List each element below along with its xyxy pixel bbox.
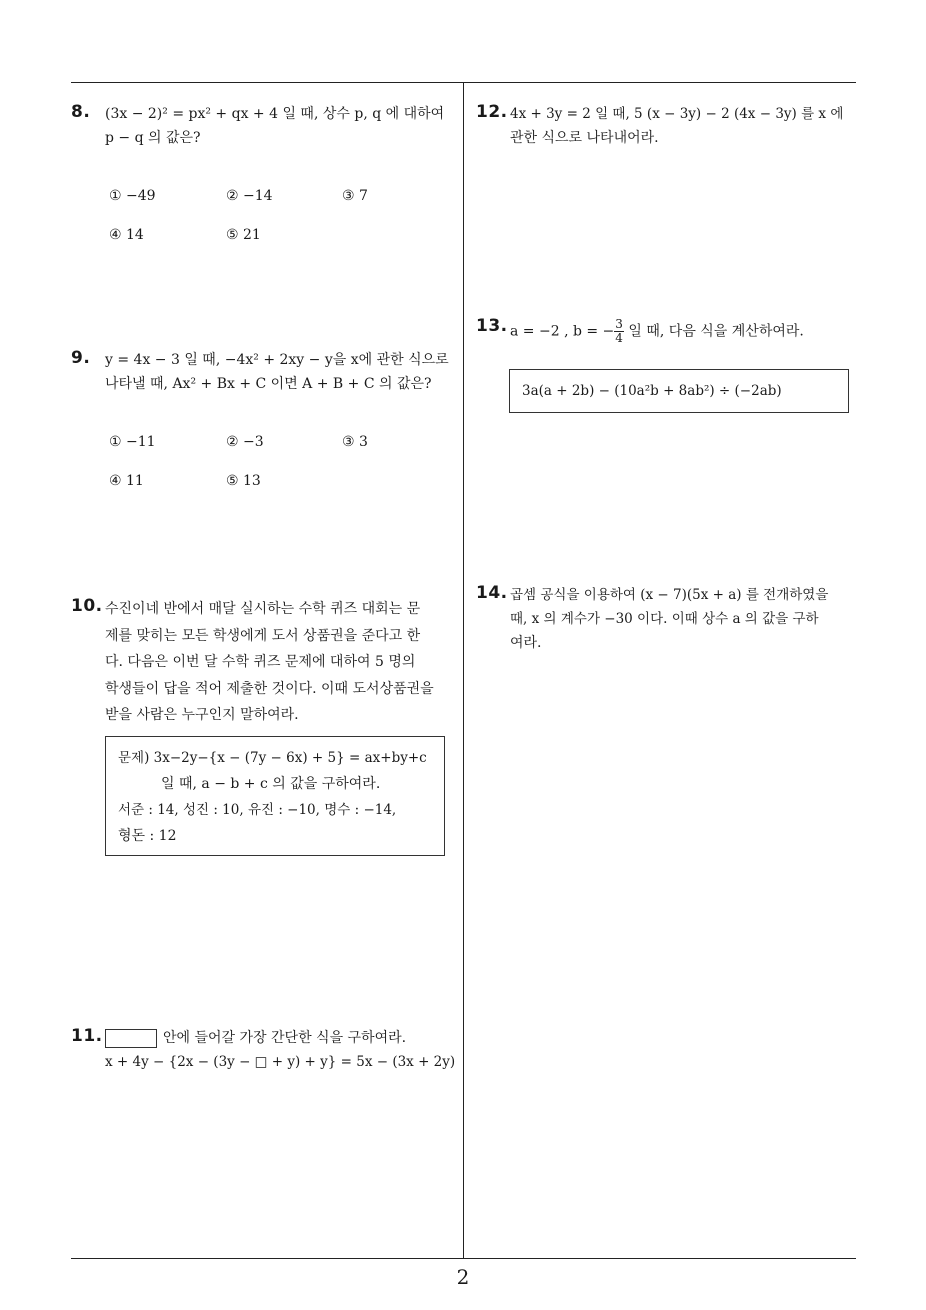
quiz-box [105,736,445,856]
problem-number: 9. [71,348,91,368]
problem-equation: x + 4y − {2x − (3y − □ + y) + y} = 5x − (3x + 2y) [105,1054,456,1070]
problem-line-text: 일 때, 다음 식을 계산하여라. [628,323,804,340]
choice-5[interactable]: ⑤ 13 [226,473,261,489]
expression-box [509,369,849,413]
problem-text [105,348,449,396]
problem-line: 관한 식으로 나타내어라. [510,130,659,146]
choice-3[interactable]: ③ 7 [342,188,368,204]
problem-number: 13. [476,316,508,336]
choice-1[interactable]: ① −49 [109,188,156,204]
choice-2[interactable]: ② −3 [226,434,264,450]
problem-line: 다. 다음은 이번 달 수학 퀴즈 문제에 대하여 5 명의 [105,654,416,670]
problem-line: 학생들이 답을 적어 제출한 것이다. 이때 도서상품권을 [105,680,434,697]
fraction-numerator: 3 [615,317,623,331]
problem-line: 받을 사람은 누구인지 말하여라. [105,707,299,723]
choice-2[interactable]: ② −14 [226,188,273,204]
problem-line-text: a = −2 , b = − [510,323,615,340]
quiz-question-line: 문제) 3x−2y−{x − (7y − 6x) + 5} = ax+by+c [118,750,427,766]
quiz-question-line: 일 때, a − b + c 의 값을 구하여라. [161,776,381,792]
problem-line: (3x − 2)² = px² + qx + 4 일 때, 상수 p, q 에 대하여 [105,106,445,122]
fraction [614,318,624,345]
problem-text [510,102,843,150]
problem-line: 때, x 의 계수가 −30 이다. 이때 상수 a 의 값을 구하 [510,611,819,627]
expression-text: 3a(a + 2b) − (10a²b + 8ab²) ÷ (−2ab) [522,383,782,399]
problem-line: 4x + 3y = 2 일 때, 5 (x − 3y) − 2 (4x − 3y) 를 x 에 [510,106,844,122]
problem-number: 11. [71,1026,103,1046]
bottom-rule [71,1258,856,1259]
answer-blank-box [105,1029,157,1048]
problem-line-text: 안에 들어갈 가장 간단한 식을 구하여라. [163,1030,407,1046]
fraction-denominator: 4 [615,331,623,345]
page-number: 2 [456,1265,470,1289]
problem-number: 14. [476,583,508,603]
problem-text [105,1026,455,1074]
student-answers: 서준 : 14, 성진 : 10, 유진 : −10, 명수 : −14, [118,802,397,818]
problem-line [105,1026,455,1050]
problem-text [105,596,434,729]
choice-5[interactable]: ⑤ 21 [226,227,261,243]
problem-text [510,318,804,345]
problem-line: 여라. [510,635,542,651]
column-divider [463,82,464,1258]
problem-line: y = 4x − 3 일 때, −4x² + 2xy − y을 x에 관한 식으로 [105,352,449,368]
problem-line: 수진이네 반에서 매달 실시하는 수학 퀴즈 대회는 문 [105,601,421,617]
problem-line: 나타낼 때, Ax² + Bx + C 이면 A + B + C 의 값은? [105,376,432,392]
problem-line: 곱셈 공식을 이용하여 (x − 7)(5x + a) 를 전개하였을 [510,587,829,603]
choice-3[interactable]: ③ 3 [342,434,368,450]
problem-line: p − q 의 값은? [105,130,201,146]
problem-number: 8. [71,102,91,122]
choice-1[interactable]: ① −11 [109,434,156,450]
problem-text [105,102,444,150]
choice-4[interactable]: ④ 14 [109,227,144,243]
problem-text [510,583,828,655]
student-answers: 형돈 : 12 [118,828,177,844]
problem-number: 10. [71,596,103,616]
problem-number: 12. [476,102,508,122]
choice-4[interactable]: ④ 11 [109,473,144,489]
problem-line: 제를 맞히는 모든 학생에게 도서 상품권을 준다고 한 [105,627,421,644]
